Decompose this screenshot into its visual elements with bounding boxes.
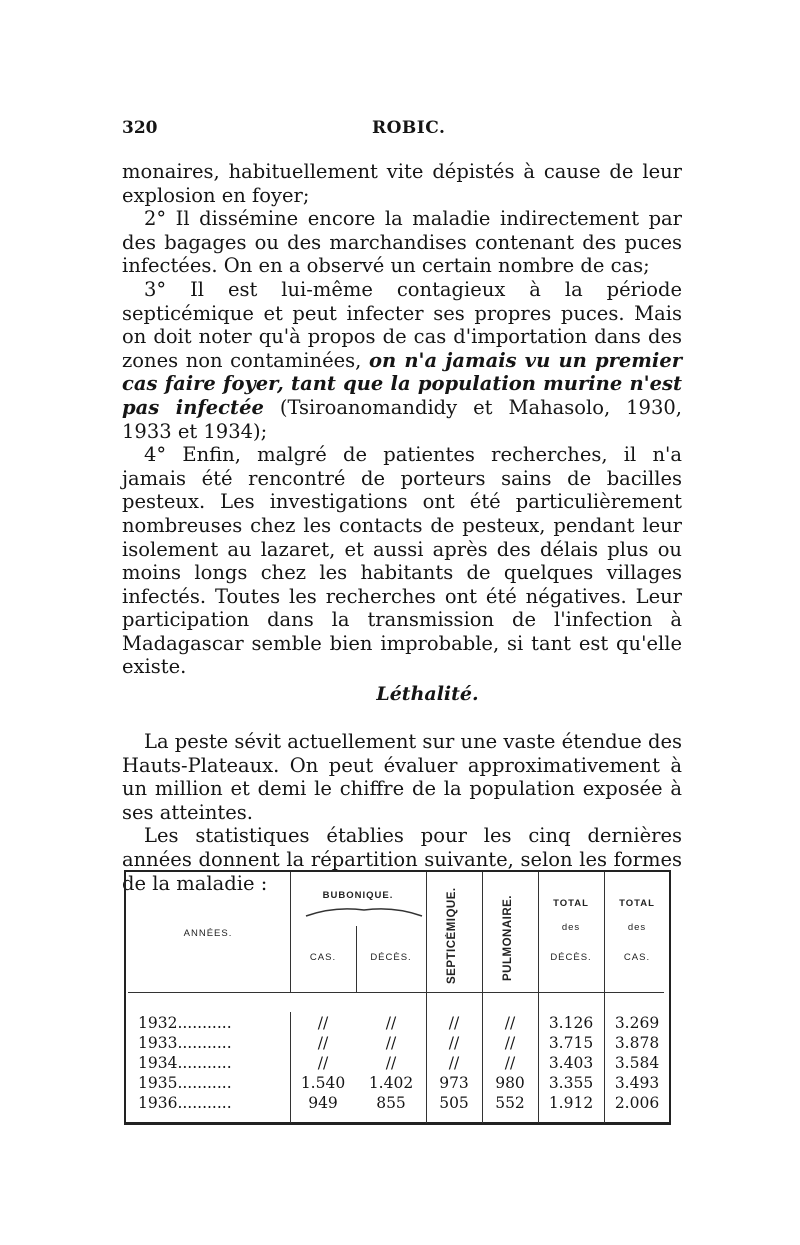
paragraph-4: 4° Enfin, malgré de patientes recherches, il n'a jamais été rencontré de porteurs sains de bacilles pesteux. Les investigations ont été particulièrement nombreuses chez les contacts de pesteux, pendant leur isolement au lazaret, et aussi après des délais plus ou moins longs chez les habitants de quelques villages infectés. Toutes les recherches ont été négatives. Leur participation dans la transmission de l'infection à Madagascar semble bien improbable, si tant est qu'elle existe. [122, 443, 682, 679]
cell-septicemique: // [448, 1054, 460, 1072]
cell-septicemique: // [448, 1014, 460, 1032]
cell-pulmonaire: 980 [495, 1074, 525, 1092]
cell-deces: // [385, 1054, 397, 1072]
cell-pulmonaire: 552 [495, 1094, 525, 1112]
bubonique-brace [304, 902, 424, 918]
cell-septicemique: // [448, 1034, 460, 1052]
cell-cas: 949 [308, 1094, 338, 1112]
header-total-cas-3: CAS. [623, 952, 651, 963]
table-row [126, 1054, 669, 1073]
header-total-deces-3: DÉCÈS. [550, 952, 592, 963]
section-heading: Léthalité. [376, 683, 479, 705]
cell-total-deces: 3.403 [548, 1054, 594, 1072]
cell-septicemique: 505 [439, 1094, 469, 1112]
cell-deces: // [385, 1014, 397, 1032]
running-head: ROBIC. [372, 118, 446, 138]
cell-cas: // [317, 1034, 329, 1052]
paragraph-3-end: (Tsiroanomandidy et Mahasolo, 1930, 1933 et 1934); [122, 395, 682, 443]
paragraph-2: 2° Il dissémine encore la maladie indirectement par des bagages ou des marchandises contenant des puces infectées. On en a observé un certain nombre de cas; [122, 207, 682, 278]
statistics-table [124, 870, 671, 1125]
cell-total-cas: 3.493 [614, 1074, 660, 1092]
header-septicemique: SEPTICÉMIQUE. [446, 887, 458, 985]
cell-year: 1932........... [138, 1014, 232, 1032]
header-total-deces-1: TOTAL [553, 898, 589, 909]
paragraph-3 [122, 278, 682, 443]
table-row [126, 1014, 669, 1033]
page-number: 320 [122, 118, 158, 138]
header-cas: CAS. [309, 952, 337, 963]
cell-total-deces: 3.715 [548, 1034, 594, 1052]
cell-total-deces: 3.126 [548, 1014, 594, 1032]
cell-pulmonaire: // [504, 1034, 516, 1052]
paragraph-3-start: 3° Il est lui-même contagieux à la période septicémique et peut infecter ses propres puces. Mais on doit noter qu'à propos de cas d'importation dans des zones non contaminées, [122, 277, 682, 372]
paragraph-5: La peste sévit actuellement sur une vaste étendue des Hauts-Plateaux. On peut évaluer approximativement à un million et demi le chiffre de la population exposée à ses atteintes. [122, 730, 682, 824]
cell-year: 1935........... [138, 1074, 232, 1092]
paragraph-3-italic: on n'a jamais vu un premier cas faire foyer, tant que la population murine n'est pas infectée [122, 348, 682, 419]
cell-total-cas: 3.584 [614, 1054, 660, 1072]
paragraph-1: monaires, habituellement vite dépistés à cause de leur explosion en foyer; [122, 160, 682, 207]
table-row [126, 1074, 669, 1093]
cell-deces: 855 [376, 1094, 406, 1112]
text-block-top [122, 160, 682, 679]
cell-total-deces: 3.355 [548, 1074, 594, 1092]
table-row [126, 1094, 669, 1113]
header-total-deces-2: des [561, 922, 581, 933]
cell-deces: 1.402 [368, 1074, 414, 1092]
table-row [126, 1034, 669, 1053]
paragraph-6: Les statistiques établies pour les cinq dernières années donnent la répartition suivante, selon les formes de la maladie : [122, 824, 682, 895]
header-deces: DÉCÈS. [370, 952, 412, 963]
cell-cas: 1.540 [300, 1074, 346, 1092]
cell-pulmonaire: // [504, 1054, 516, 1072]
cell-cas: // [317, 1014, 329, 1032]
header-total-cas-1: TOTAL [619, 898, 655, 909]
cell-total-cas: 2.006 [614, 1094, 660, 1112]
header-rule [128, 992, 664, 993]
header-total-cas-2: des [627, 922, 647, 933]
cell-total-cas: 3.878 [614, 1034, 660, 1052]
cell-total-cas: 3.269 [614, 1014, 660, 1032]
cell-year: 1936........... [138, 1094, 232, 1112]
cell-year: 1934........... [138, 1054, 232, 1072]
cell-cas: // [317, 1054, 329, 1072]
header-pulmonaire: PULMONAIRE. [502, 895, 514, 981]
cell-total-deces: 1.912 [548, 1094, 594, 1112]
cell-year: 1933........... [138, 1034, 232, 1052]
header-annees: ANNÉES. [183, 928, 233, 939]
header-bubonique: BUBONIQUE. [322, 890, 394, 901]
cell-pulmonaire: // [504, 1014, 516, 1032]
cell-deces: // [385, 1034, 397, 1052]
cell-septicemique: 973 [439, 1074, 469, 1092]
